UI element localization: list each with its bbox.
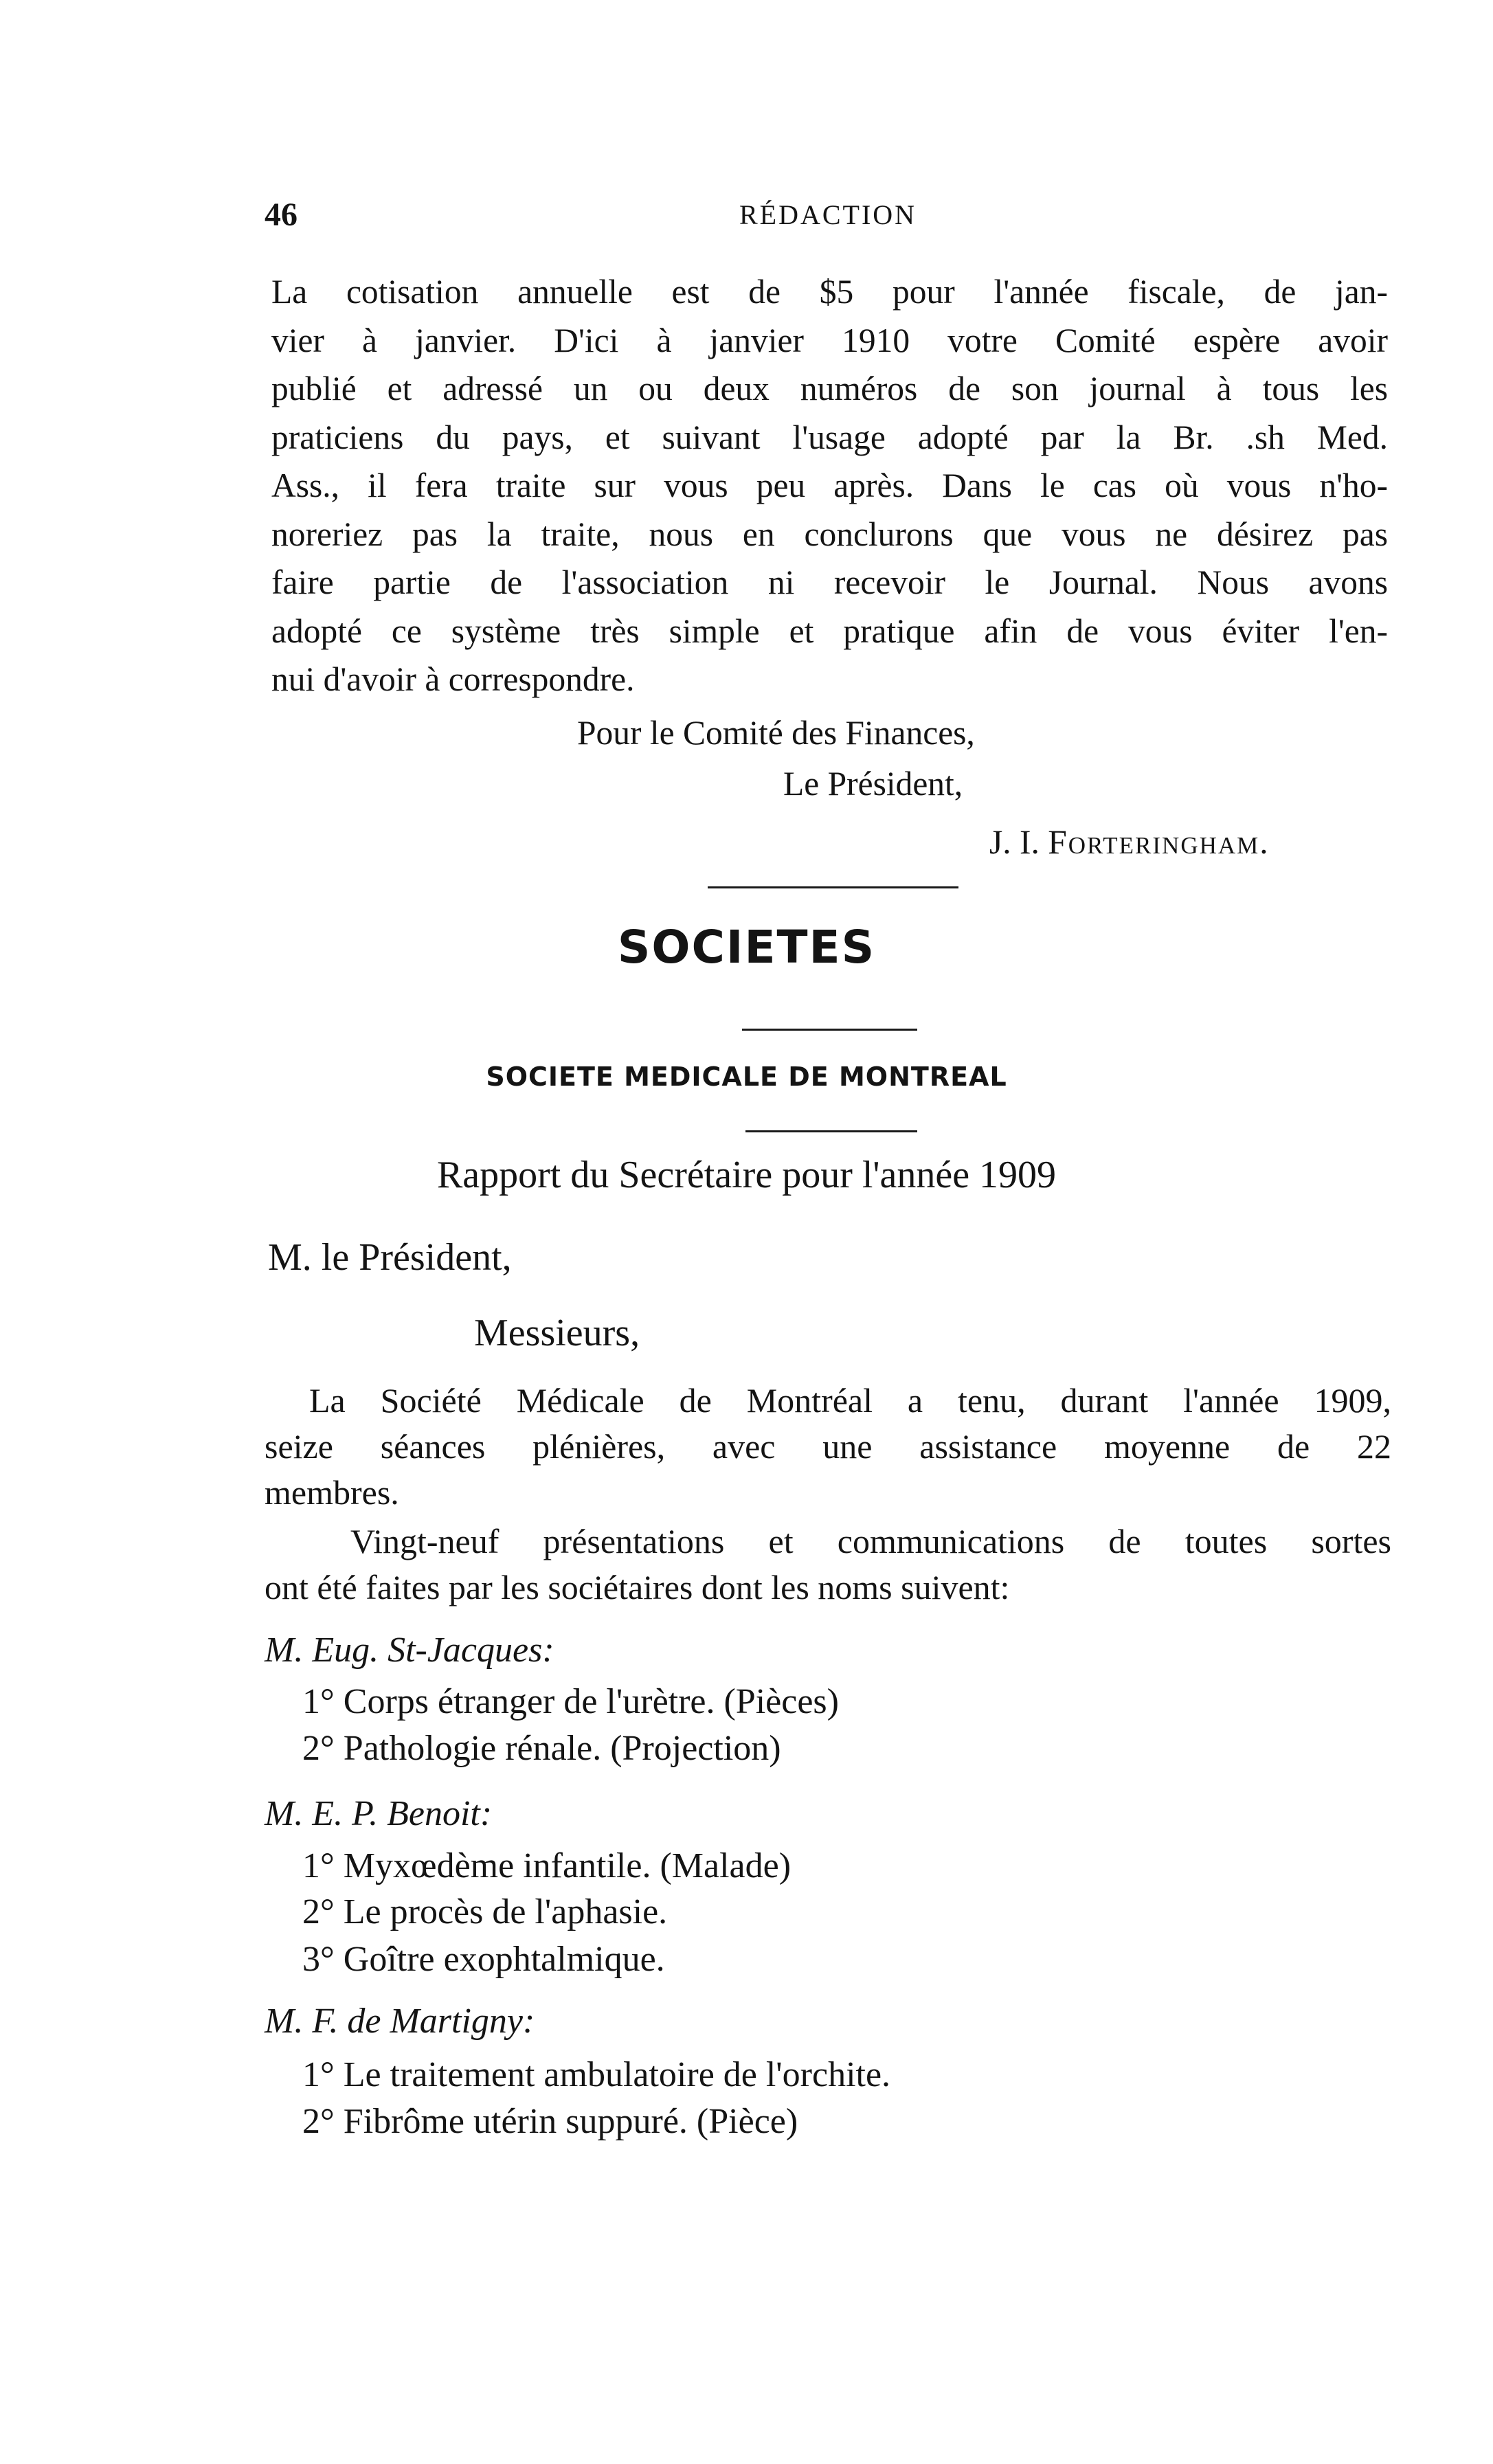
running-head: RÉDACTION [739,199,917,230]
member-name: M. E. P. Benoit: [265,1794,493,1833]
text-line: faire partie de l'association ni recevoir le Journal. Nous avons [271,563,1388,601]
text-line: ont été faites par les sociétaires dont les noms suivent: [265,1568,1010,1606]
signature-initials: J. I. [989,823,1040,861]
intro-paragraph [271,268,1388,704]
list-item: 2° Pathologie rénale. (Projection) [302,1729,781,1768]
text-line: Ass., il fera traite sur vous peu après. Dans le cas où vous n'ho- [271,467,1388,504]
section-title: SOCIETES [617,921,876,974]
report-title: Rapport du Secrétaire pour l'année 1909 [436,1154,1057,1196]
list-item: 2° Fibrôme utérin suppuré. (Pièce) [302,2102,798,2141]
member-name: M. F. de Martigny: [265,2002,535,2041]
report-paragraph-2 [265,1519,1391,1611]
text-line: publié et adressé un ou deux numéros de son journal à tous les [271,370,1388,407]
list-item: 3° Goître exophtalmique. [302,1940,665,1979]
text-line: La Société Médicale de Montréal a tenu, durant l'année 1909, [309,1381,1391,1420]
list-item: 1° Myxœdème infantile. (Malade) [302,1846,792,1885]
salutation-messieurs: Messieurs, [474,1312,640,1354]
section-divider [708,886,958,888]
text-line: Vingt-neuf présentations et communications de toutes sortes [350,1522,1391,1560]
subsection-divider [745,1130,917,1132]
page-number: 46 [265,197,298,233]
salutation-president: M. le Président, [268,1236,512,1279]
text-line: vier à janvier. D'ici à janvier 1910 votre Comité espère avoir [271,321,1388,359]
signature-name [989,821,1270,864]
text-line: membres. [265,1473,399,1512]
text-line: nui d'avoir à correspondre. [271,660,635,698]
subsection-title: SOCIETE MEDICALE DE MONTREAL [486,1062,1007,1092]
list-item: 1° Le traitement ambulatoire de l'orchite. [302,2055,891,2094]
list-item: 1° Corps étranger de l'urètre. (Pièces) [302,1682,839,1721]
signature-surname: Forteringham. [1048,823,1270,861]
member-name: M. Eug. St-Jacques: [265,1631,554,1670]
text-line: seize séances plénières, avec une assistance moyenne de 22 [265,1427,1391,1466]
text-line: noreriez pas la traite, nous en conclurons que vous ne désirez pas [271,515,1388,553]
text-line: adopté ce système très simple et pratique afin de vous éviter l'en- [271,612,1388,650]
signature-line-2: Le Président, [783,765,963,803]
title-divider [742,1029,917,1031]
report-paragraph-1 [265,1378,1391,1516]
list-item: 2° Le procès de l'aphasie. [302,1892,668,1931]
text-line: praticiens du pays, et suivant l'usage adopté par la Br. .sh Med. [271,418,1388,456]
text-line: La cotisation annuelle est de $5 pour l'année fiscale, de jan- [271,273,1388,311]
page-header [265,196,1391,244]
signature-line-1: Pour le Comité des Finances, [577,714,975,752]
